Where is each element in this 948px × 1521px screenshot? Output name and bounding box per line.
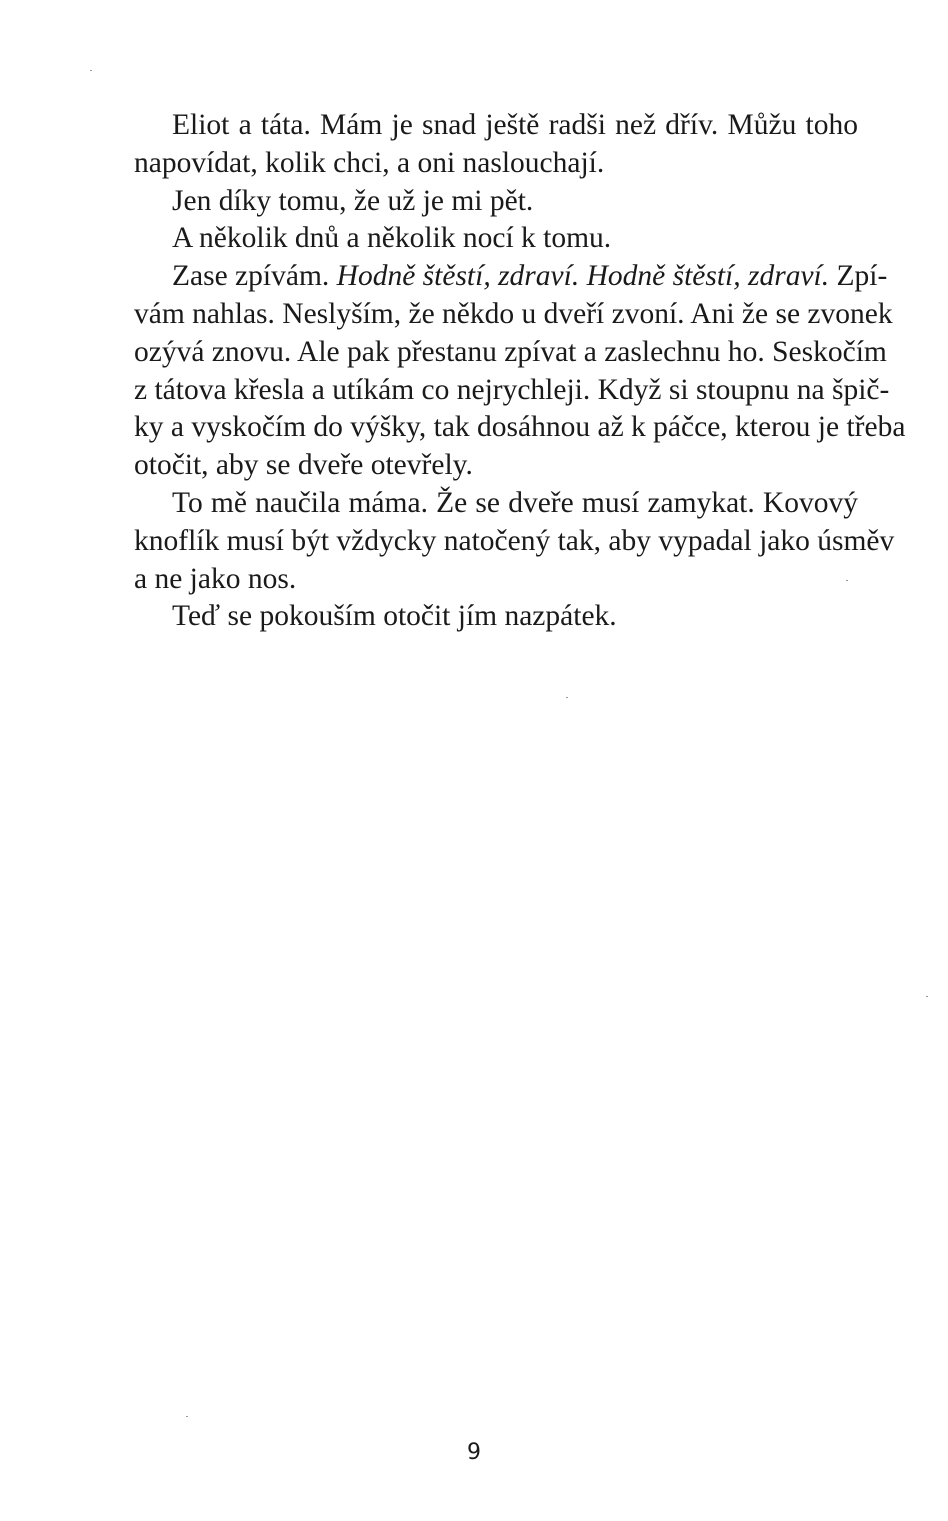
text-run: Zpí- <box>829 260 888 293</box>
text-line: z tátova křesla a utíkám co nejrychleji. Když si stoupnu na špič- <box>134 373 890 406</box>
scan-speck <box>90 70 92 71</box>
text-line: otočit, aby se dveře otevřely. <box>134 449 473 482</box>
text-line: A několik dnů a několik nocí k tomu. <box>172 222 612 255</box>
text-line: Jen díky tomu, že už je mi pět. <box>172 184 534 217</box>
text-line: knoflík musí být vždycky natočený tak, aby vypadal jako úsměv <box>134 524 895 557</box>
paragraph <box>96 258 906 485</box>
song-lyric: Hodně štěstí, zdraví. Hodně štěstí, zdraví. <box>336 260 830 293</box>
text-line: vám nahlas. Neslyším, že někdo u dveří zvoní. Ani že se zvonek <box>134 297 893 330</box>
text-line: a ne jako nos. <box>134 562 297 595</box>
text-line: ozývá znovu. Ale pak přestanu zpívat a zaslechnu ho. Seskočím <box>134 335 887 368</box>
text-line: ky a vyskočím do výšky, tak dosáhnou až k páčce, kterou je třeba <box>134 411 906 444</box>
scan-speck <box>566 697 568 698</box>
text-line <box>96 258 888 296</box>
scan-speck <box>186 1416 188 1417</box>
body-text <box>96 107 906 636</box>
text-line: Teď se pokouším otočit jím nazpátek. <box>172 600 617 633</box>
text-run: Zase zpívám. <box>172 260 337 293</box>
text-line: napovídat, kolik chci, a oni naslouchají. <box>134 146 605 179</box>
text-line: To mě naučila máma. Že se dveře musí zamykat. Kovový <box>172 486 858 519</box>
paragraph <box>96 485 895 598</box>
scan-speck <box>926 996 928 997</box>
page-number: 9 <box>467 1440 481 1465</box>
paragraph <box>96 598 858 636</box>
paragraph <box>96 107 858 183</box>
paragraph <box>96 220 858 258</box>
text-line: Eliot a táta. Mám je snad ještě radši než dřív. Můžu toho <box>172 109 858 141</box>
paragraph <box>96 183 858 221</box>
